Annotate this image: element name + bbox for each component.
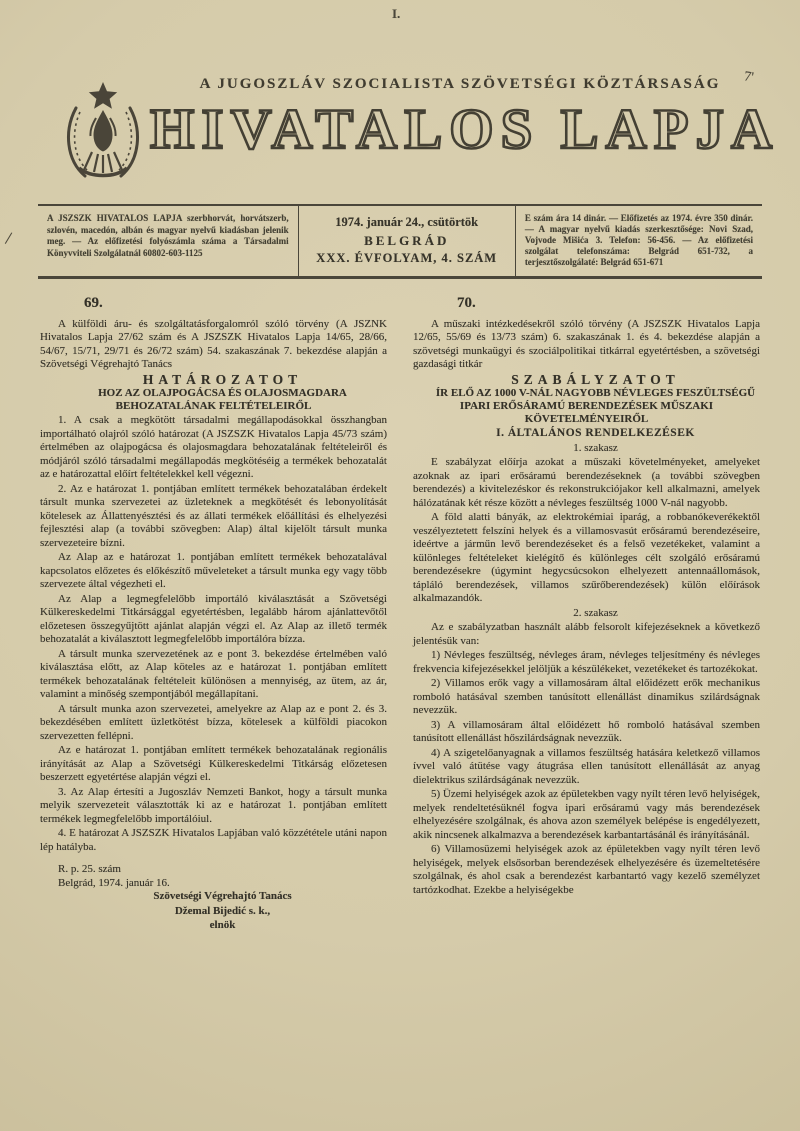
issue-info [299, 206, 516, 276]
paragraph: A társult munka szervezetének az e pont 3. bekezdése értelmében való kiválasztása előtt, az Alap köteles az e határozat 1. pontjában említett termékek behozatalának feltételeit különösen a mennyiség, az ütem, az ár, valamint a minőség szempontjából megállapítani. [40, 647, 387, 700]
paragraph: E szabályzat előírja azokat a műszaki követelményeket, amelyeket azoknak az ipari erősáramú berendezéseknek (a további szövegben berendezés) a kivitelezéskor és rekonstrukciójakor kell alkalmazni, amelyek hálózatának két része között a névleges feszültség 1000 V-nál nagyobb. [413, 456, 760, 509]
paragraph: A társult munka azon szervezetei, amelyekre az Alap az e pont 2. és 3. bekezdésében említett üzletkötést bízza, kötelesek a külföldi piacokon szervezetten fellépni. [40, 702, 387, 742]
article-69 [40, 295, 387, 934]
reference-place-date: Belgrád, 1974. január 16. [58, 876, 170, 889]
paragraph: 1. A csak a megkötött társadalmi megállapodásokkal összhangban importálható olajról szóló határozat (A JSZSZK Hivatalos Lapja 45/73 szám) értelmében az olajpogácsa és olajosmagdara behozatalának feltételeiről és módjáról szóló társadalmi megállapodás megkötéséig a termékek behozatalát az e határozattal előírt feltételekkel kell végezni. [40, 414, 387, 480]
reference-number: R. p. 25. szám [58, 863, 121, 875]
paragraph: 4. E határozat A JSZSZK Hivatalos Lapjában való közzététele utáni napon lép hatályba. [40, 827, 387, 853]
subscription-info: E szám ára 14 dinár. — Előfizetés az 1974. évre 350 dinár. — A magyar nyelvű kiadás szerkesztősége: Novi Szad, Vojvode Mišića 3. Telefon: 56-456. — Az előfizetési szolgálat telefonszáma: Belgrád 651-732, a terjesztőszolgálaté: Belgrád 651-671 [524, 213, 753, 267]
decision-heading: HATÁROZATOT [142, 371, 303, 387]
signature-organization: Szövetségi Végrehajtó Tanács [153, 890, 292, 902]
masthead [0, 0, 800, 192]
paragraph: Az e szabályzatban használt alább felsorolt kifejezéseknek a következő jelentésük van: [413, 621, 760, 647]
regulation-subheading: ÍR ELŐ AZ 1000 V-NÁL NAGYOBB NÉVLEGES FESZÜLTSÉGŰ IPARI ERŐSÁRAMÚ BERENDEZÉSEK MŰSZAKI KÖVETELMÉNYEIRŐL [435, 387, 756, 425]
regulation-heading: SZABÁLYZATOT [511, 371, 680, 387]
body-columns [40, 295, 760, 934]
issue-city: BELGRÁD [364, 232, 450, 248]
part-heading: I. ÁLTALÁNOS RENDELKEZÉSEK [496, 427, 695, 439]
paragraph: A föld alatti bányák, az elektrokémiai iparág, a robbanókeverékektől veszélyeztetett felszíni helyek és a villamosvasút erősáramú berendezéseire, ideértve a járműn levő berendezéseket és a felső vezetékeket, valamint a különleges feltételeket kielégítő és különleges célt szolgáló erősáramú berendezésekre (úgymint hegycsúcsokon elhelyezett antennaállomások, tápláló berendezések, villamos szűrőberendezések) külön előírások alkalmazandók. [413, 511, 760, 604]
decision-subheading: HOZ AZ OLAJPOGÁCSA ÉS OLAJOSMAGDARA BEHOZATALÁNAK FELTÉTELEIRŐL [98, 387, 347, 412]
section-label: 1. szakasz [573, 441, 618, 454]
gazette-title: HIVATALOS LAPJA [150, 98, 780, 161]
paragraph: Az e határozat 1. pontjában említett termékek behozatalának regionális irányítását az Alap a Szövetségi Külkereskedelmi Titkárság előzetesen beszerzett egyetértése alapján végzi el. [40, 744, 387, 783]
paragraph: 3. Az Alap értesíti a Jugoszláv Nemzeti Bankot, hogy a társult munka melyik szervezeteit választották ki az e határozat 1. pontjában említett termékek legmegfelelőbb importálóiul. [40, 785, 387, 825]
article-70 [413, 295, 760, 934]
signature-name: Džemal Bijedić s. k., [174, 904, 271, 917]
publication-info: A JSZSZK HIVATALOS LAPJA szerbhorvát, horvátszerb, szlovén, macedón, albán és magyar nyelvű kiadásban jelenik meg. — Az előfizetési folyószámla száma a Társadalmi Könyvviteli Szolgálatnál 60802-603-1125 [38, 206, 299, 276]
paragraph: Az Alap a legmegfelelőbb importáló kiválasztását a Szövetségi Külkereskedelmi Titkársággal egyetértésben, legalább három ajánlattevőtől előzetesen összegyűjtött ajánlat alapján végzi el. Az Alap az illető termék behozatalát a kiválasztott legmegfelelőbb importálóra bízza. [40, 592, 387, 645]
paragraph: 4) A szigetelőanyagnak a villamos feszültség hatására keletkező villamos ívvel való átütése vagy átugrása ellen tanúsított ellenállását az anyag dielektrikus szilárdságának nevezzük. [413, 746, 760, 786]
scan-artifact-right: 7' [743, 69, 755, 86]
issue-date: 1974. január 24., csütörtök [335, 215, 479, 229]
article-number: 70. [457, 295, 476, 311]
article-intro: A külföldi áru- és szolgáltatásforgalomról szóló törvény (A JSZNK Hivatalos Lapja 27/62 szám és A JSZSZK Hivatalos Lapja 14/65, 28/66, 54/67, 15/71, 29/71 és 26/72 szám) 54. szakaszának 7. bekezdése alapján a Szövetségi Végrehajtó Tanács [40, 317, 387, 370]
country-name: A JUGOSZLÁV SZOCIALISTA SZÖVETSÉGI KÖZTÁRSASÁG [199, 76, 721, 92]
info-strip [38, 204, 762, 279]
paragraph: 1) Névleges feszültség, névleges áram, névleges teljesítmény és névleges frekvencia kifejezésekkel jelöljük a készülékeket, vezetékeket és tartozékokat. [413, 649, 760, 675]
paragraph: 5) Üzemi helyiségek azok az épületekben vagy nyílt téren levő helyiségek, melyek rendeltetésüknél fogva ipari erősáramú vagy más berendezések elhelyezésére szolgálnak, és ahova azon személyek belépése is engedélyezett, akik nincsenek alkalmazva a berendezések karbantartásánál és irányításánál. [413, 788, 760, 841]
yugoslav-coat-of-arms-icon [60, 80, 148, 188]
section-label: 2. szakasz [573, 606, 618, 619]
paragraph: 3) A villamosáram által előidézett hő romboló hatásával szemben tanúsított ellenállást hőszilárdságnak nevezzük. [413, 718, 760, 744]
masthead-text [150, 76, 780, 162]
scan-artifact-left: / [4, 227, 14, 249]
paragraph: Az Alap az e határozat 1. pontjában említett termékek behozatalával kapcsolatos előzetes és előkészítő műveleteket a társult munka egy vagy több szervezete által végezheti el. [40, 551, 387, 590]
issue-volume: XXX. ÉVFOLYAM, 4. SZÁM [316, 251, 498, 265]
paragraph: 2. Az e határozat 1. pontjában említett termékek behozatalában érdekelt társult munka szervezetei az üzleteknek a megkötését és lebonyolítását kötelesek az Állattenyésztési és az állati termékek előállítási és elhelyezési fejlesztési alap (a további szövegben: Alap) által kijelölt társult munka szervezeteire bízni. [40, 482, 387, 549]
paragraph: 6) Villamosüzemi helyiségek azok az épületekben vagy nyílt téren levő helyiségek, melyek elsősorban berendezések elhelyezésére és üzemeltetésére szolgálnak, és ahol csak a berendezést karbantartó vagy kezelő személyzet tartózkodhat. Ezekbe a helyiségekbe [413, 843, 760, 896]
article-number: 69. [84, 295, 103, 311]
scan-artifact-top: I. [392, 6, 401, 21]
article-intro: A műszaki intézkedésekről szóló törvény (A JSZSZK Hivatalos Lapja 12/65, 55/69 és 13/73 szám) 6. szakaszának 1. és 4. bekezdése alapján a szövetségi munkaügyi és szociálpolitikai titkárral egyetértésben, a szövetségi gazdasági titkár [413, 317, 760, 370]
signature-title: elnök [209, 919, 236, 931]
reference-block [40, 863, 387, 890]
paragraph: 2) Villamos erők vagy a villamosáram által előidézett erők mechanikus romboló hatásával szemben tanúsított ellenállást dinamikus szilárdságnak nevezzük. [413, 677, 760, 716]
